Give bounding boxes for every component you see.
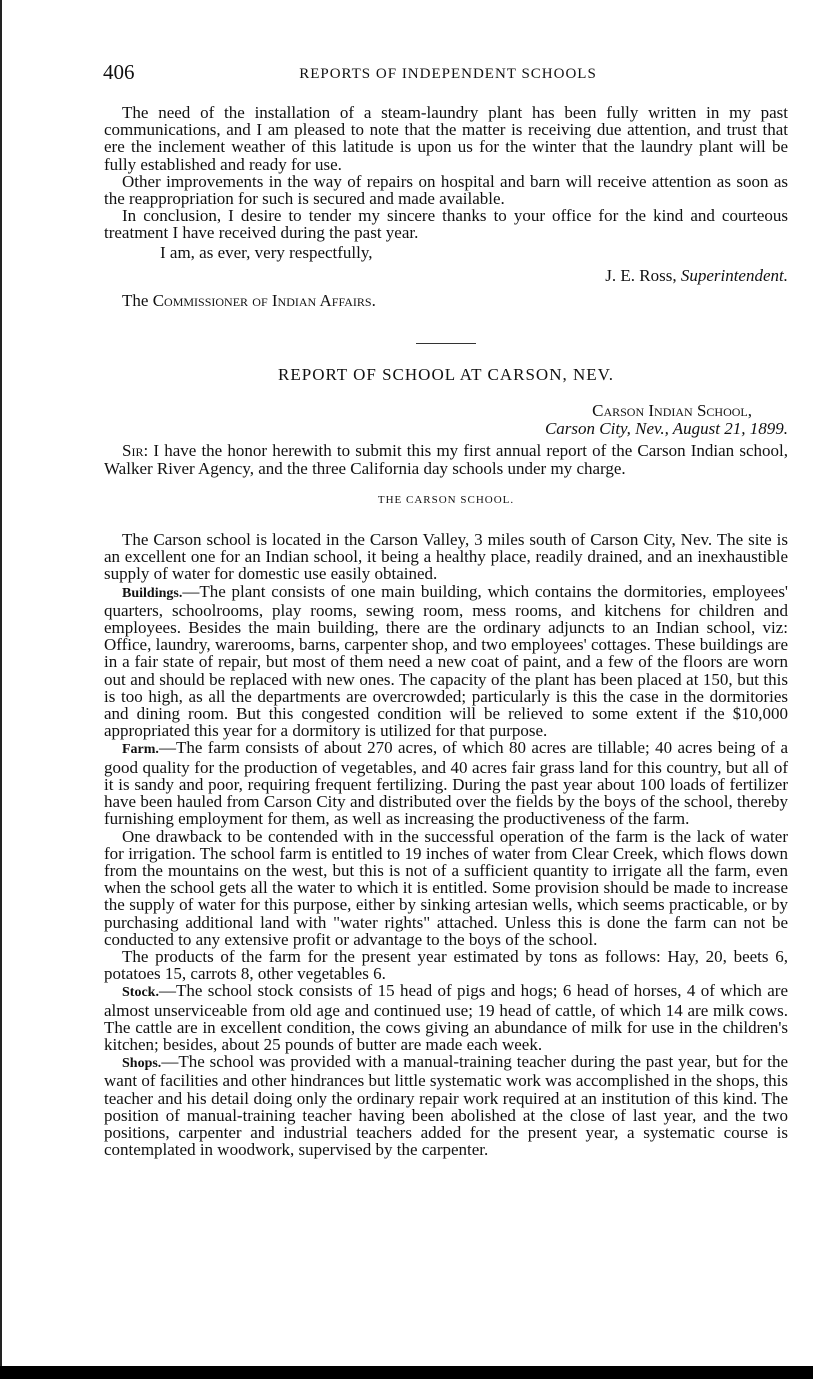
paragraph-drawback: One drawback to be contended with in the successful operation of the farm is the lack of water for irrigation. The school farm is entitled to 19 inches of water from Clear Creek, which flows down from the mountains on the west, but this is not of a sufficient quantity to irrigate all the farm, even when the school gets all the water to which it is entitled. Some provision should be made to increase the supply of water for this purpose, either by sinking artesian wells, which seems practicable, or by purchasing additional land with "water rights" attached. Unless this is done the farm can not be conducted to any extensive profit or advantage to the boys of the school. bbox=[104, 826, 788, 949]
scan-border-left bbox=[0, 0, 2, 1379]
paragraph-intro: The Carson school is located in the Carson Valley, 3 miles south of Carson City, Nev. The site is an excellent one for an Indian school, it being a healthy place, readily drained, and an inexhaustible supply of water for domestic use easily obtained. bbox=[104, 530, 788, 584]
stock-text: —The school stock consists of 15 head of pigs and hogs; 6 head of horses, 4 of which are almost unserviceable from old age and continued use; 19 head of cattle, of which 14 are milk cows. The cattle are in excellent condition, the cows giving an abundance of milk for use in the children's kitchen; besides, about 25 pounds of butter are made each week. bbox=[104, 981, 788, 1054]
school-name: Carson Indian School, bbox=[592, 401, 752, 421]
signature-title: Superintendent. bbox=[680, 265, 788, 285]
salutation-text: I have the honor herewith to submit this my first annual report of the Carson Indian school, Walker River Agency, and the three California day schools under my charge. bbox=[104, 441, 788, 478]
addressee-article: The bbox=[122, 291, 149, 311]
closing-line: I am, as ever, very respectfully, bbox=[160, 242, 373, 262]
signature-name: J. E. Ross, bbox=[605, 265, 677, 285]
paragraph-laundry: The need of the installation of a steam-laundry plant has been fully written in my past communications, and I am pleased to note that the matter is receiving due attention, and trust that ere the inclement weather of this latitude is upon us for the winter that the laundry plant will be fully established and ready for use. bbox=[104, 103, 788, 174]
farm-heading: Farm. bbox=[122, 742, 159, 758]
farm-text: —The farm consists of about 270 acres, of which 80 acres are tillable; 40 acres being of a good quality for the production of vegetables, and 40 acres fair grass land for this country, but all of it is sandy and poor, requiring frequent fertilizing. During the past year about 100 loads of fertilizer have been hauled from Carson City and distributed over the fields by the boys of the school, thereby furnishing employment for them, as well as increasing the productiveness of the farm. bbox=[104, 738, 788, 829]
section-heading: THE CARSON SCHOOL. bbox=[377, 493, 515, 506]
signature bbox=[104, 267, 788, 284]
paragraph-conclusion: In conclusion, I desire to tender my sincere thanks to your office for the kind and courteous treatment I have received during the past year. bbox=[104, 206, 788, 243]
addressee-name: Commissioner of Indian Affairs. bbox=[152, 291, 376, 311]
buildings-text: —The plant consists of one main building, which contains the dormitories, employees' quarters, schoolrooms, play rooms, sewing room, mess rooms, and kitchens for children and employees. Besides the main building, there are the ordinary adjuncts to an Indian school, viz: Office, laundry, warerooms, barns, carpenter shop, and two employees' cottages. These buildings are in a fair state of repair, but most of them need a new coat of paint, and a few of the floors are worn out and should be replaced with new ones. The capacity of the plant has been placed at 150, but this is too high, as all the departments are overcrowded; particularly is this the case in the dormitories and dining room. But this congested condition will be relieved to some extent if the $10,000 appropriated this year for a dormitory is utilized for that purpose. bbox=[104, 581, 788, 741]
scan-border-bottom bbox=[0, 1366, 813, 1379]
page-number: 406 bbox=[103, 60, 135, 84]
addressee bbox=[104, 292, 788, 309]
page-body bbox=[104, 104, 788, 1158]
paragraph-shops bbox=[104, 1053, 788, 1158]
paragraph-farm bbox=[104, 739, 788, 827]
paragraph-stock bbox=[104, 982, 788, 1053]
paragraph-buildings bbox=[104, 583, 788, 740]
page-header bbox=[103, 60, 793, 88]
stock-heading: Stock. bbox=[122, 985, 159, 1001]
salutation-word: Sir: bbox=[122, 441, 149, 461]
report-title: REPORT OF SCHOOL AT CARSON, NEV. bbox=[278, 365, 614, 385]
salutation-paragraph bbox=[104, 442, 788, 476]
paragraph-improvements: Other improvements in the way of repairs on hospital and barn will receive attention as soon as the reappropriation for such is secured and made available. bbox=[104, 171, 788, 209]
section-divider bbox=[416, 343, 476, 344]
shops-heading: Shops. bbox=[122, 1056, 162, 1072]
shops-text: —The school was provided with a manual-training teacher during the past year, but for the want of facilities and other hindrances but little systematic work was accomplished in the shops, this teacher and his detail doing only the ordinary repair work required at an institution of this kind. The position of manual-training teacher having been abolished at the close of last year, and the two positions, carpenter and industrial teachers added for the present year, a systematic course is contemplated in woodwork, supervised by the carpenter. bbox=[104, 1052, 788, 1160]
running-head: REPORTS OF INDEPENDENT SCHOOLS bbox=[299, 66, 597, 82]
dateline bbox=[104, 402, 788, 438]
buildings-heading: Buildings. bbox=[122, 585, 183, 601]
paragraph-products: The products of the farm for the present year estimated by tons as follows: Hay, 20, beets 6, potatoes 15, carrots 8, other vegetables 6. bbox=[104, 946, 788, 984]
place-date: Carson City, Nev., August 21, 1899. bbox=[544, 419, 788, 439]
